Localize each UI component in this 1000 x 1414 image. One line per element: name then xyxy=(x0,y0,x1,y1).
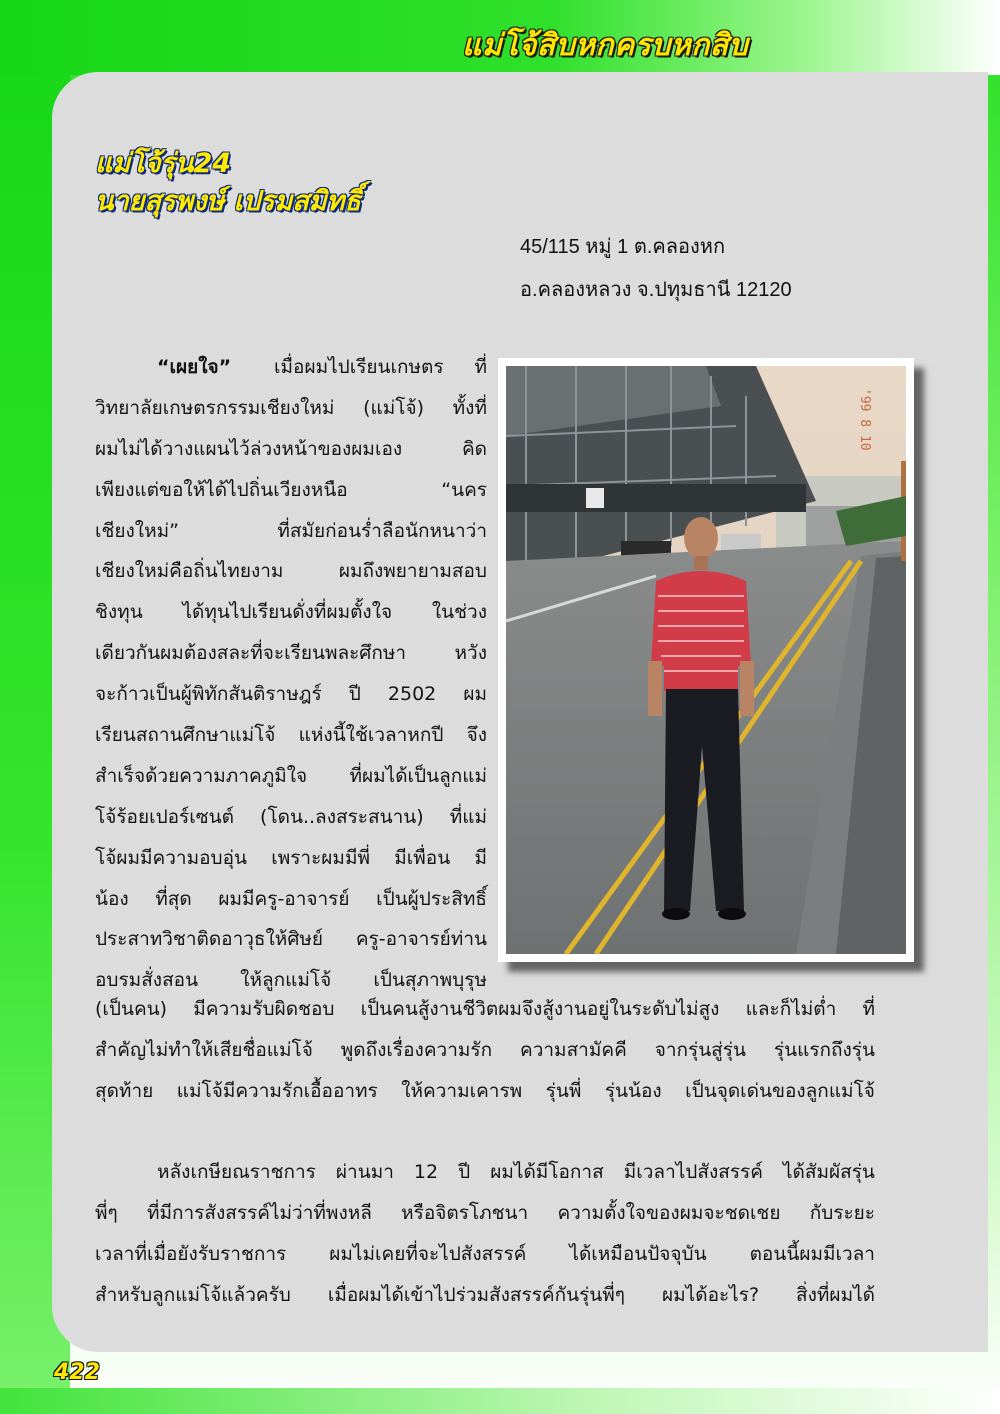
text-segment: ในช่วง xyxy=(431,601,487,624)
article-paragraph-2 xyxy=(95,1155,875,1319)
article-line xyxy=(95,1237,875,1278)
text-segment: วิทยาลัยเกษตรกรรมเชียงใหม่ xyxy=(95,396,335,419)
text-segment: ได้สัมผัสรุ่น xyxy=(782,1161,875,1183)
text-segment: “เผยใจ” xyxy=(157,356,232,378)
text-segment: มี xyxy=(474,846,487,869)
text-segment: และก็ไม่ต่ำ xyxy=(745,998,837,1020)
author-block xyxy=(95,145,361,221)
article-line xyxy=(95,350,487,391)
text-segment: คิด xyxy=(461,437,487,460)
article-column xyxy=(95,350,487,1004)
text-segment: โจ้ผมมีความอบอุ่น xyxy=(95,846,247,869)
text-segment: มีเวลาไปสังสรรค์ xyxy=(623,1161,763,1183)
article-paragraph-continued xyxy=(95,992,875,1115)
text-segment: สำเร็จด้วยความภาคภูมิใจ xyxy=(95,764,308,787)
text-segment: (โดน..ลงสระสนาน) xyxy=(260,805,424,828)
text-segment: รุ่นน้อง xyxy=(604,1080,662,1102)
text-segment: อบรมสั่งสอน xyxy=(95,969,199,992)
text-segment: ปี xyxy=(348,683,361,706)
author-photo xyxy=(506,366,906,954)
text-segment: เป็นสุภาพบุรุษ xyxy=(373,969,487,992)
article-line xyxy=(95,595,487,636)
text-segment: ความสามัคคี xyxy=(520,1039,627,1061)
text-segment: ชิงทุน xyxy=(95,601,143,624)
text-segment: รุ่นแรกถึงรุ่น xyxy=(773,1039,875,1061)
text-segment: จะก้าวเป็นผู้พิทักสันติราษฎร์ xyxy=(95,683,322,706)
text-segment: (เป็นคน) xyxy=(95,998,168,1020)
author-address xyxy=(520,232,792,318)
text-segment: พี่ๆ xyxy=(95,1202,118,1224)
text-segment: ที่แม่ xyxy=(449,805,487,828)
article-line xyxy=(95,1278,875,1319)
text-segment: ที่สมัยก่อนร่ำลือนักหนาว่า xyxy=(277,519,487,542)
text-segment: เดียวกันผมต้องสละที่จะเรียนพละศึกษา xyxy=(95,642,407,665)
text-segment: ได้เหมือนปัจจุบัน xyxy=(569,1243,707,1265)
article-line xyxy=(95,554,487,595)
article-line xyxy=(95,992,875,1033)
text-segment: หวัง xyxy=(454,642,487,665)
text-segment: ที่ผมได้เป็นลูกแม่ xyxy=(349,764,487,787)
text-segment: สุดท้าย xyxy=(95,1080,154,1102)
text-segment: เวลาที่เมื่อยังรับราชการ xyxy=(95,1243,287,1265)
text-segment: เป็นผู้ประสิทธิ์ xyxy=(376,887,487,910)
article-line xyxy=(95,1074,875,1115)
author-class: แม่โจ้รุ่น24 xyxy=(95,148,232,179)
article-line xyxy=(95,473,487,514)
text-segment: ผม xyxy=(463,683,487,706)
text-segment: ผมถึงพยายามสอบ xyxy=(338,560,487,583)
article-line xyxy=(95,432,487,473)
article-line xyxy=(95,1155,875,1196)
text-segment: ให้ความเคารพ xyxy=(401,1080,523,1102)
text-segment: รุ่นพี่ xyxy=(545,1080,582,1102)
text-segment: ผมได้อะไร? xyxy=(662,1284,760,1306)
text-segment: ผ่านมา xyxy=(335,1161,394,1183)
photo-date-stamp: '99 8 10 xyxy=(857,388,872,451)
address-line-1: 45/115 หมู่ 1 ต.คลองหก xyxy=(520,236,726,258)
text-segment: 12 xyxy=(413,1161,439,1183)
text-segment: ที่ xyxy=(862,998,875,1020)
author-name: นายสุรพงษ์ เปรมสมิทธิ์ xyxy=(95,186,361,217)
page-number: 422 xyxy=(54,1360,100,1385)
text-segment: กับระยะ xyxy=(809,1202,875,1224)
article-line xyxy=(95,718,487,759)
text-segment: ให้ลูกแม่โจ้ xyxy=(240,969,332,992)
text-segment: ผมไม่เคยที่จะไปสังสรรค์ xyxy=(329,1243,527,1265)
text-segment: (แม่โจ้) xyxy=(363,396,424,419)
text-segment: จากรุ่นสู่รุ่น xyxy=(654,1039,746,1061)
text-segment: สำหรับลูกแม่โจ้แล้วครับ xyxy=(95,1284,291,1306)
article-line xyxy=(95,841,487,882)
text-segment: “นคร xyxy=(441,478,487,501)
text-segment: เป็นคนสู้งานชีวิตผมจึงสู้งานอยู่ในระดับไม่สูง xyxy=(360,998,720,1020)
photo-frame xyxy=(498,358,914,962)
text-segment: สิ่งที่ผมได้ xyxy=(796,1284,875,1306)
article-line xyxy=(95,922,487,963)
article-line xyxy=(95,759,487,800)
address-line-2: อ.คลองหลวง จ.ปทุมธานี 12120 xyxy=(520,279,792,301)
text-segment: น้อง xyxy=(95,887,129,910)
text-segment: เชียงใหม่” xyxy=(95,519,179,542)
text-segment: แห่งนี้ใช้เวลาหกปี xyxy=(298,724,444,747)
text-segment: ที่มีการสังสรรค์ไม่ว่าที่พงหลี xyxy=(146,1202,372,1224)
footer-strip xyxy=(0,1388,1000,1414)
text-segment: เป็นจุดเด่นของลูกแม่โจ้ xyxy=(685,1080,875,1102)
text-segment: โจ้ร้อยเปอร์เซนต์ xyxy=(95,805,234,828)
text-segment: จึง xyxy=(466,724,487,747)
article-line xyxy=(95,636,487,677)
text-segment: ได้ทุนไปเรียนดั่งที่ผมตั้งใจ xyxy=(182,601,393,624)
text-segment: เมื่อผมไปเรียนเกษตร xyxy=(274,356,444,378)
article-line xyxy=(95,677,487,718)
text-segment: ครู-อาจารย์ท่าน xyxy=(355,928,487,951)
text-segment: ผมได้มีโอกาส xyxy=(490,1161,604,1183)
text-segment: แม่โจ้มีความรักเอื้ออาทร xyxy=(176,1080,378,1102)
text-segment: เรียนสถานศึกษาแม่โจ้ xyxy=(95,724,276,747)
article-line xyxy=(95,1033,875,1074)
text-segment: ที่สุด xyxy=(155,887,192,910)
text-segment: เชียงใหม่คือถิ่นไทยงาม xyxy=(95,560,284,583)
text-segment: ผมไม่ได้วางแผนไว้ล่วงหน้าของผมเอง xyxy=(95,437,403,460)
text-segment: หรือจิตรโภชนา xyxy=(401,1202,529,1224)
text-segment: มีความรับผิดชอบ xyxy=(193,998,335,1020)
text-segment: มีเพื่อน xyxy=(394,846,451,869)
article-line xyxy=(95,882,487,923)
text-segment: ปี xyxy=(458,1161,471,1183)
text-segment: ผมมีครู-อาจารย์ xyxy=(218,887,350,910)
text-segment: ประสาทวิชาติดอาวุธให้ศิษย์ xyxy=(95,928,324,951)
text-segment: 2502 xyxy=(387,683,437,706)
text-segment: หลังเกษียณราชการ xyxy=(157,1161,316,1183)
article-line xyxy=(95,1196,875,1237)
text-segment: เพียงแต่ขอให้ได้ไปถิ่นเวียงหนือ xyxy=(95,478,348,501)
page-header-title: แม่โจ้สิบหกครบหกสิบ xyxy=(462,28,749,63)
text-segment: ความตั้งใจของผมจะชดเชย xyxy=(557,1202,781,1224)
article-line xyxy=(95,514,487,555)
article-line xyxy=(95,800,487,841)
text-segment: ตอนนี้ผมมีเวลา xyxy=(749,1243,875,1265)
text-segment: ทั้งที่ xyxy=(452,396,487,419)
text-segment: พูดถึงเรื่องความรัก xyxy=(340,1039,493,1061)
text-segment: ที่ xyxy=(474,356,487,378)
text-segment: เมื่อผมได้เข้าไปร่วมสังสรรค์กันรุ่นพี่ๆ xyxy=(327,1284,626,1306)
text-segment: เพราะผมมีพี่ xyxy=(271,846,371,869)
text-segment: สำคัญไม่ทำให้เสียชื่อแม่โจ้ xyxy=(95,1039,313,1061)
article-line xyxy=(95,391,487,432)
